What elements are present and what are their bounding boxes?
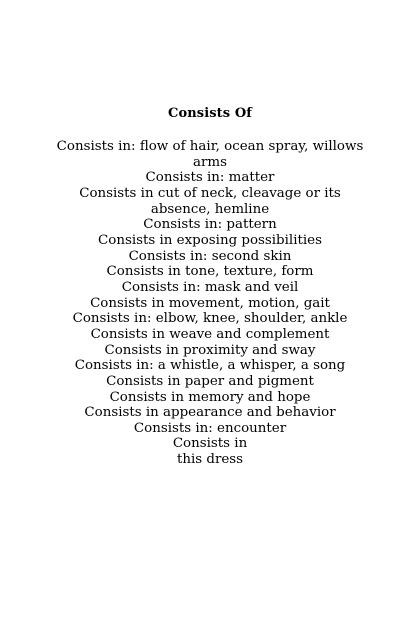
poem-title: Consists Of <box>168 106 252 121</box>
poem-line: Consists in proximity and sway <box>104 342 316 358</box>
poem-line: Consists in: pattern <box>143 217 277 233</box>
poem-line: Consists in: encounter <box>133 420 287 436</box>
poem-body <box>50 139 370 468</box>
poem-line: Consists in paper and pigment <box>106 373 314 389</box>
poem-line: Consists in: elbow, knee, shoulder, ankle <box>72 311 348 327</box>
poem-line: Consists in cut of neck, cleavage or its absence, hemline <box>79 185 341 217</box>
poem-line: Consists in: mask and veil <box>121 279 299 295</box>
poem-line: Consists in <box>172 436 248 452</box>
poem-line: Consists in exposing possibilities <box>98 232 322 248</box>
poem-line: Consists in: flow of hair, ocean spray, willows arms <box>56 139 364 170</box>
poem-line: Consists in: second skin <box>128 248 292 264</box>
poem-line: Consists in memory and hope <box>109 389 311 405</box>
poem-line: Consists in movement, motion, gait <box>90 295 330 311</box>
poem-line: Consists in weave and complement <box>90 326 330 342</box>
poem-line: Consists in appearance and behavior <box>84 405 336 421</box>
poem-line: this dress <box>176 452 244 468</box>
poem-line: Consists in: a whistle, a whisper, a song <box>74 358 346 374</box>
poem-line: Consists in: matter <box>145 170 275 186</box>
poem-line: Consists in tone, texture, form <box>106 264 314 280</box>
